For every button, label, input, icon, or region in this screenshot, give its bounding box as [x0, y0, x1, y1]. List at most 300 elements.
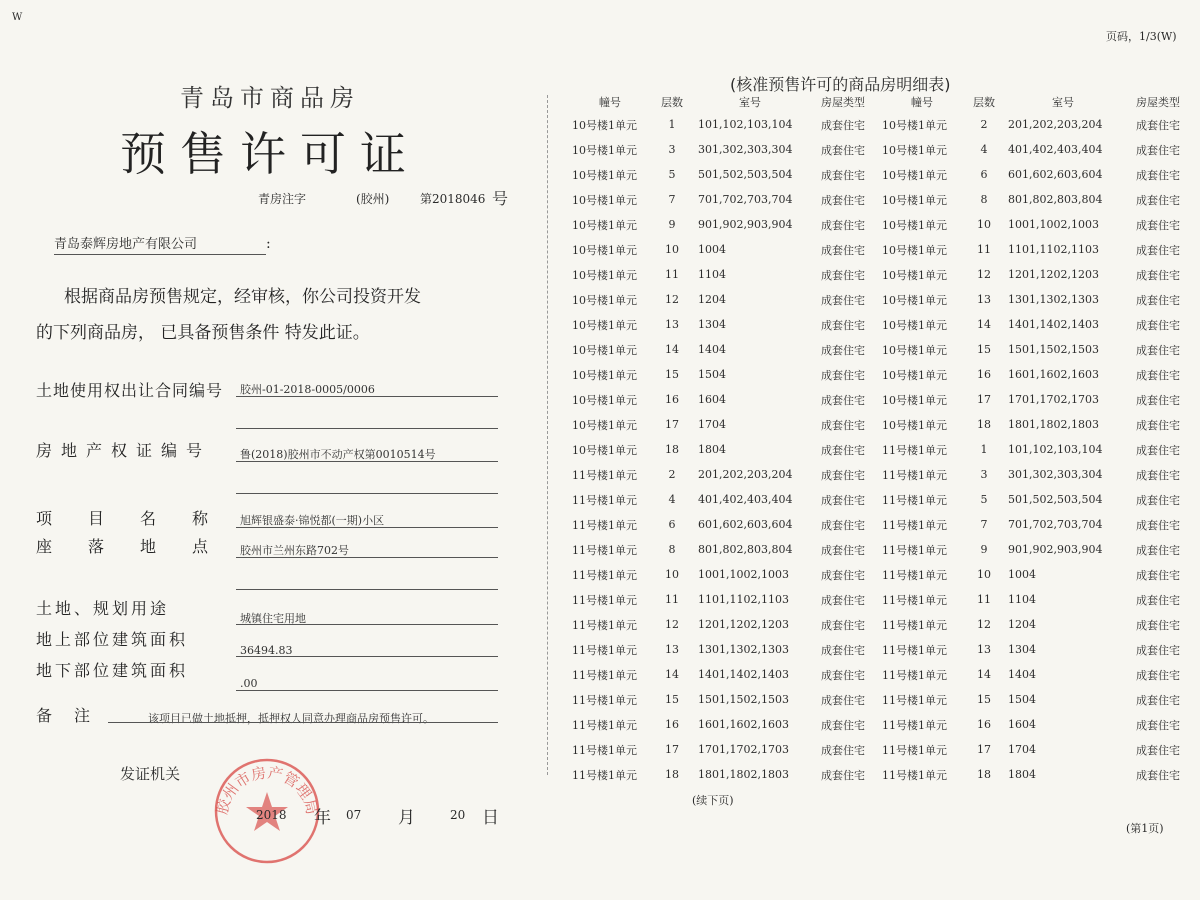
cell-rooms: 1001,1002,1003 — [1008, 218, 1099, 231]
cell-floor: 3 — [668, 143, 676, 156]
cell-house-type: 成套住宅 — [1136, 368, 1180, 382]
cell-house-type: 成套住宅 — [1136, 718, 1180, 732]
cell-rooms: 1404 — [698, 343, 726, 356]
cell-rooms: 901,902,903,904 — [1008, 543, 1103, 556]
table-row — [566, 587, 1190, 612]
cell-house-type: 成套住宅 — [821, 368, 865, 382]
cell-building: 11号楼1单元 — [572, 618, 637, 632]
table-row — [566, 362, 1190, 387]
cell-rooms: 501,502,503,504 — [698, 168, 793, 181]
cell-floor: 18 — [977, 418, 991, 431]
cell-rooms: 1704 — [1008, 743, 1036, 756]
cell-house-type: 成套住宅 — [1136, 468, 1180, 482]
cell-rooms: 1004 — [698, 243, 726, 256]
cell-rooms: 1101,1102,1103 — [698, 593, 789, 606]
cell-house-type: 成套住宅 — [821, 218, 865, 232]
day-label: 日 — [482, 808, 499, 828]
cell-house-type: 成套住宅 — [821, 418, 865, 432]
cell-building: 10号楼1单元 — [882, 268, 947, 282]
column-divider — [547, 95, 548, 775]
header-room: 室号 — [739, 96, 761, 109]
cell-floor: 17 — [977, 393, 991, 406]
cell-floor: 13 — [665, 643, 679, 656]
cell-building: 11号楼1单元 — [572, 518, 637, 532]
field-underline — [236, 557, 498, 558]
cell-building: 10号楼1单元 — [882, 168, 947, 182]
cell-building: 11号楼1单元 — [882, 468, 947, 482]
field-underline — [236, 527, 498, 528]
cell-building: 10号楼1单元 — [572, 168, 637, 182]
table-row — [566, 337, 1190, 362]
project-name-label: 项目名称 — [36, 509, 245, 528]
cell-rooms: 601,602,603,604 — [1008, 168, 1103, 181]
registration-city: (胶州) — [356, 192, 390, 206]
cell-rooms: 1104 — [698, 268, 726, 281]
table-row — [566, 537, 1190, 562]
table-row — [566, 187, 1190, 212]
cell-floor: 2 — [980, 118, 988, 131]
cell-building: 10号楼1单元 — [572, 143, 637, 157]
cell-rooms: 701,702,703,704 — [698, 193, 793, 206]
cell-rooms: 1601,1602,1603 — [1008, 368, 1099, 381]
cell-rooms: 501,502,503,504 — [1008, 493, 1103, 506]
cell-rooms: 1201,1202,1203 — [698, 618, 789, 631]
header-type: 房屋类型 — [821, 96, 865, 109]
table-row — [566, 437, 1190, 462]
header-type: 房屋类型 — [1136, 96, 1180, 109]
cell-floor: 15 — [665, 693, 679, 706]
body-text-line2: 的下列商品房， 已具备预售条件 特发此证。 — [36, 323, 370, 343]
cell-floor: 13 — [665, 318, 679, 331]
cell-floor: 12 — [977, 618, 991, 631]
page-number: (第1页) — [1126, 822, 1164, 835]
cell-floor: 16 — [977, 718, 991, 731]
corner-mark: W — [12, 12, 23, 23]
cell-floor: 15 — [977, 693, 991, 706]
table-row — [566, 387, 1190, 412]
cell-house-type: 成套住宅 — [1136, 193, 1180, 207]
cell-house-type: 成套住宅 — [1136, 218, 1180, 232]
table-row — [566, 637, 1190, 662]
cell-house-type: 成套住宅 — [1136, 493, 1180, 507]
cell-building: 10号楼1单元 — [882, 243, 947, 257]
table-header-row — [566, 92, 1190, 112]
cell-rooms: 701,702,703,704 — [1008, 518, 1103, 531]
registration-suffix: 号 — [492, 189, 509, 208]
table-row — [566, 687, 1190, 712]
cell-house-type: 成套住宅 — [821, 568, 865, 582]
cell-rooms: 201,202,203,204 — [1008, 118, 1103, 131]
location-label: 座落地点 — [36, 537, 245, 556]
cell-building: 10号楼1单元 — [572, 318, 637, 332]
cell-rooms: 1701,1702,1703 — [1008, 393, 1099, 406]
cell-floor: 11 — [665, 593, 679, 606]
table-row — [566, 512, 1190, 537]
cell-floor: 7 — [668, 193, 676, 206]
cell-floor: 5 — [668, 168, 676, 181]
header-floor: 层数 — [661, 96, 683, 109]
cell-building: 11号楼1单元 — [572, 468, 637, 482]
cell-house-type: 成套住宅 — [1136, 693, 1180, 707]
cell-house-type: 成套住宅 — [1136, 568, 1180, 582]
cell-building: 10号楼1单元 — [882, 193, 947, 207]
company-colon: : — [266, 236, 271, 252]
remarks-label: 备注 — [36, 706, 113, 725]
cell-floor: 3 — [980, 468, 988, 481]
table-row — [566, 737, 1190, 762]
cell-floor: 4 — [980, 143, 988, 156]
cell-house-type: 成套住宅 — [821, 143, 865, 157]
body-text-line1: 根据商品房预售规定，经审核，你公司投资开发 — [64, 287, 421, 307]
cell-rooms: 1001,1002,1003 — [698, 568, 789, 581]
header-floor: 层数 — [973, 96, 995, 109]
cell-floor: 16 — [665, 718, 679, 731]
cell-house-type: 成套住宅 — [821, 168, 865, 182]
cell-building: 11号楼1单元 — [572, 568, 637, 582]
table-row — [566, 662, 1190, 687]
cell-building: 10号楼1单元 — [882, 318, 947, 332]
cell-rooms: 301,302,303,304 — [698, 143, 793, 156]
cell-floor: 14 — [977, 668, 991, 681]
cell-floor: 15 — [665, 368, 679, 381]
cell-floor: 8 — [980, 193, 988, 206]
cell-house-type: 成套住宅 — [1136, 668, 1180, 682]
property-cert-label: 房地产权证编号 — [36, 441, 212, 460]
table-row — [566, 612, 1190, 637]
cell-house-type: 成套住宅 — [821, 493, 865, 507]
header-building: 幢号 — [911, 96, 933, 109]
field-underline — [236, 656, 498, 657]
year-label: 年 — [314, 808, 331, 828]
field-underline — [108, 722, 498, 723]
location-value: 胶州市兰州东路702号 — [240, 544, 349, 557]
cell-rooms: 1301,1302,1303 — [698, 643, 789, 656]
cell-building: 11号楼1单元 — [882, 493, 947, 507]
cell-floor: 10 — [665, 568, 679, 581]
cell-rooms: 401,402,403,404 — [1008, 143, 1103, 156]
cell-floor: 7 — [980, 518, 988, 531]
cell-house-type: 成套住宅 — [821, 768, 865, 782]
table-row — [566, 462, 1190, 487]
cell-rooms: 101,102,103,104 — [1008, 443, 1103, 456]
issue-year: 2018 — [256, 808, 287, 822]
property-cert-value: 鲁(2018)胶州市不动产权第0010514号 — [240, 448, 436, 461]
cell-building: 11号楼1单元 — [882, 743, 947, 757]
cell-rooms: 1401,1402,1403 — [698, 668, 789, 681]
cell-floor: 10 — [665, 243, 679, 256]
cell-floor: 13 — [977, 643, 991, 656]
cell-house-type: 成套住宅 — [1136, 118, 1180, 132]
cell-building: 10号楼1单元 — [882, 293, 947, 307]
cell-rooms: 1404 — [1008, 668, 1036, 681]
cell-house-type: 成套住宅 — [1136, 543, 1180, 557]
cell-floor: 17 — [665, 743, 679, 756]
cell-house-type: 成套住宅 — [1136, 318, 1180, 332]
cell-rooms: 1304 — [1008, 643, 1036, 656]
land-use-label: 土地、规划用途 — [36, 599, 170, 618]
cell-floor: 1 — [980, 443, 988, 456]
cell-floor: 1 — [668, 118, 676, 131]
detail-table-title: (核准预售许可的商品房明细表) — [730, 75, 951, 94]
cell-floor: 6 — [668, 518, 676, 531]
certificate-title-line1: 青岛市商品房 — [180, 84, 360, 112]
cell-rooms: 1704 — [698, 418, 726, 431]
cell-building: 11号楼1单元 — [882, 518, 947, 532]
cell-house-type: 成套住宅 — [821, 668, 865, 682]
cell-floor: 11 — [977, 243, 991, 256]
cell-building: 11号楼1单元 — [572, 693, 637, 707]
cell-house-type: 成套住宅 — [1136, 393, 1180, 407]
cell-house-type: 成套住宅 — [821, 718, 865, 732]
page-code: 页码，1/3(W) — [1106, 30, 1177, 43]
cell-building: 10号楼1单元 — [882, 218, 947, 232]
cell-rooms: 201,202,203,204 — [698, 468, 793, 481]
land-contract-label: 土地使用权出让合同编号 — [36, 381, 224, 400]
header-building: 幢号 — [599, 96, 621, 109]
field-underline — [236, 428, 498, 429]
field-underline — [236, 589, 498, 590]
cell-floor: 16 — [665, 393, 679, 406]
cell-rooms: 1204 — [698, 293, 726, 306]
cell-floor: 17 — [665, 418, 679, 431]
cell-rooms: 1504 — [1008, 693, 1036, 706]
cell-building: 11号楼1单元 — [882, 593, 947, 607]
table-row — [566, 212, 1190, 237]
cell-rooms: 1204 — [1008, 618, 1036, 631]
cell-rooms: 1801,1802,1803 — [1008, 418, 1099, 431]
cell-rooms: 1604 — [1008, 718, 1036, 731]
cell-floor: 10 — [977, 568, 991, 581]
cell-floor: 11 — [665, 268, 679, 281]
cell-house-type: 成套住宅 — [821, 343, 865, 357]
cell-building: 10号楼1单元 — [882, 143, 947, 157]
issuing-authority-label: 发证机关 — [120, 765, 181, 783]
cell-house-type: 成套住宅 — [821, 743, 865, 757]
cell-rooms: 1604 — [698, 393, 726, 406]
cell-floor: 10 — [977, 218, 991, 231]
cell-building: 11号楼1单元 — [882, 718, 947, 732]
cell-house-type: 成套住宅 — [1136, 743, 1180, 757]
cell-house-type: 成套住宅 — [1136, 418, 1180, 432]
cell-building: 10号楼1单元 — [572, 293, 637, 307]
cell-building: 10号楼1单元 — [882, 118, 947, 132]
cell-house-type: 成套住宅 — [1136, 268, 1180, 282]
cell-building: 11号楼1单元 — [572, 593, 637, 607]
project-name-value: 旭辉银盛泰·锦悦都(一期)小区 — [240, 514, 385, 527]
cell-rooms: 801,802,803,804 — [1008, 193, 1103, 206]
cell-building: 11号楼1单元 — [572, 543, 637, 557]
table-row — [566, 412, 1190, 437]
cell-house-type: 成套住宅 — [821, 543, 865, 557]
cell-rooms: 601,602,603,604 — [698, 518, 793, 531]
cell-rooms: 1004 — [1008, 568, 1036, 581]
table-row — [566, 137, 1190, 162]
cell-floor: 14 — [665, 668, 679, 681]
cell-house-type: 成套住宅 — [821, 518, 865, 532]
cell-house-type: 成套住宅 — [821, 593, 865, 607]
cell-floor: 12 — [977, 268, 991, 281]
table-row — [566, 237, 1190, 262]
cell-building: 10号楼1单元 — [572, 393, 637, 407]
cell-rooms: 1804 — [698, 443, 726, 456]
cell-building: 10号楼1单元 — [572, 218, 637, 232]
cell-floor: 14 — [665, 343, 679, 356]
table-row — [566, 287, 1190, 312]
cell-building: 10号楼1单元 — [882, 418, 947, 432]
cell-house-type: 成套住宅 — [821, 443, 865, 457]
cell-rooms: 1201,1202,1203 — [1008, 268, 1099, 281]
cell-house-type: 成套住宅 — [1136, 168, 1180, 182]
table-row — [566, 762, 1190, 787]
above-ground-area-value: 36494.83 — [240, 644, 293, 657]
table-row — [566, 487, 1190, 512]
cell-floor: 6 — [980, 168, 988, 181]
cell-floor: 12 — [665, 618, 679, 631]
cell-building: 11号楼1单元 — [572, 768, 637, 782]
cell-floor: 13 — [977, 293, 991, 306]
issue-month: 07 — [346, 808, 362, 822]
cell-building: 11号楼1单元 — [882, 693, 947, 707]
table-row — [566, 112, 1190, 137]
cell-building: 11号楼1单元 — [572, 668, 637, 682]
cell-rooms: 1501,1502,1503 — [1008, 343, 1099, 356]
cell-building: 10号楼1单元 — [882, 368, 947, 382]
certificate-title-line2: 预售许可证 — [120, 127, 420, 181]
cell-house-type: 成套住宅 — [1136, 243, 1180, 257]
cell-building: 11号楼1单元 — [882, 768, 947, 782]
table-row — [566, 162, 1190, 187]
continued-note: (续下页) — [692, 794, 734, 807]
table-row — [566, 312, 1190, 337]
cell-rooms: 1801,1802,1803 — [698, 768, 789, 781]
cell-building: 11号楼1单元 — [572, 743, 637, 757]
cell-house-type: 成套住宅 — [821, 693, 865, 707]
cell-building: 11号楼1单元 — [882, 668, 947, 682]
cell-house-type: 成套住宅 — [821, 243, 865, 257]
cell-house-type: 成套住宅 — [1136, 443, 1180, 457]
cell-house-type: 成套住宅 — [821, 268, 865, 282]
table-row — [566, 262, 1190, 287]
cell-building: 10号楼1单元 — [572, 243, 637, 257]
cell-floor: 15 — [977, 343, 991, 356]
month-label: 月 — [398, 808, 415, 828]
cell-rooms: 301,302,303,304 — [1008, 468, 1103, 481]
cell-floor: 18 — [665, 768, 679, 781]
cell-rooms: 1301,1302,1303 — [1008, 293, 1099, 306]
cell-house-type: 成套住宅 — [1136, 593, 1180, 607]
cell-house-type: 成套住宅 — [821, 193, 865, 207]
cell-building: 10号楼1单元 — [572, 443, 637, 457]
field-underline — [236, 690, 498, 691]
cell-rooms: 1804 — [1008, 768, 1036, 781]
cell-floor: 4 — [668, 493, 676, 506]
issue-day: 20 — [450, 808, 466, 822]
cell-building: 10号楼1单元 — [572, 343, 637, 357]
cell-house-type: 成套住宅 — [821, 468, 865, 482]
cell-house-type: 成套住宅 — [821, 643, 865, 657]
cell-floor: 16 — [977, 368, 991, 381]
cell-rooms: 1504 — [698, 368, 726, 381]
cell-rooms: 401,402,403,404 — [698, 493, 793, 506]
cell-house-type: 成套住宅 — [1136, 618, 1180, 632]
cell-house-type: 成套住宅 — [1136, 518, 1180, 532]
cell-rooms: 1701,1702,1703 — [698, 743, 789, 756]
cell-building: 11号楼1单元 — [572, 718, 637, 732]
field-underline — [236, 493, 498, 494]
cell-floor: 9 — [980, 543, 988, 556]
cell-rooms: 1501,1502,1503 — [698, 693, 789, 706]
land-contract-value: 胶州-01-2018-0005/0006 — [240, 383, 375, 396]
cell-floor: 8 — [668, 543, 676, 556]
cell-building: 10号楼1单元 — [572, 418, 637, 432]
above-ground-area-label: 地上部位建筑面积 — [36, 630, 189, 649]
cell-building: 11号楼1单元 — [572, 643, 637, 657]
cell-floor: 11 — [977, 593, 991, 606]
cell-building: 10号楼1单元 — [572, 368, 637, 382]
below-ground-area-value: .00 — [240, 677, 258, 690]
cell-house-type: 成套住宅 — [1136, 143, 1180, 157]
cell-building: 11号楼1单元 — [572, 493, 637, 507]
cell-rooms: 801,802,803,804 — [698, 543, 793, 556]
cell-rooms: 1104 — [1008, 593, 1036, 606]
cell-floor: 17 — [977, 743, 991, 756]
cell-rooms: 1401,1402,1403 — [1008, 318, 1099, 331]
cell-house-type: 成套住宅 — [1136, 768, 1180, 782]
cell-rooms: 1601,1602,1603 — [698, 718, 789, 731]
field-underline — [236, 396, 498, 397]
registration-number: 第2018046 — [420, 192, 486, 206]
cell-building: 11号楼1单元 — [882, 643, 947, 657]
land-use-value: 城镇住宅用地 — [240, 612, 306, 625]
cell-house-type: 成套住宅 — [1136, 643, 1180, 657]
cell-floor: 12 — [665, 293, 679, 306]
cell-rooms: 101,102,103,104 — [698, 118, 793, 131]
cell-building: 10号楼1单元 — [882, 343, 947, 357]
cell-floor: 9 — [668, 218, 676, 231]
cell-floor: 5 — [980, 493, 988, 506]
cell-building: 10号楼1单元 — [572, 268, 637, 282]
cell-floor: 14 — [977, 318, 991, 331]
cell-building: 10号楼1单元 — [572, 193, 637, 207]
cell-house-type: 成套住宅 — [821, 393, 865, 407]
company-name: 青岛泰辉房地产有限公司 — [54, 233, 266, 255]
cell-floor: 18 — [665, 443, 679, 456]
cell-floor: 2 — [668, 468, 676, 481]
cell-house-type: 成套住宅 — [821, 293, 865, 307]
table-row — [566, 712, 1190, 737]
cell-building: 10号楼1单元 — [882, 393, 947, 407]
below-ground-area-label: 地下部位建筑面积 — [36, 661, 189, 680]
seal-text: 胶州市房产管理局 — [212, 763, 322, 817]
cell-house-type: 成套住宅 — [821, 318, 865, 332]
cell-building: 11号楼1单元 — [882, 543, 947, 557]
unit-detail-table — [566, 92, 1190, 787]
field-underline — [236, 624, 498, 625]
cell-house-type: 成套住宅 — [1136, 343, 1180, 357]
cell-building: 11号楼1单元 — [882, 443, 947, 457]
remarks-value: 该项目已做土地抵押，抵押权人同意办理商品房预售许可。 — [148, 712, 434, 725]
table-row — [566, 562, 1190, 587]
cell-house-type: 成套住宅 — [1136, 293, 1180, 307]
cell-building: 11号楼1单元 — [882, 618, 947, 632]
header-room: 室号 — [1052, 96, 1074, 109]
cell-rooms: 901,902,903,904 — [698, 218, 793, 231]
cell-floor: 18 — [977, 768, 991, 781]
cell-building: 10号楼1单元 — [572, 118, 637, 132]
field-underline — [236, 461, 498, 462]
cell-house-type: 成套住宅 — [821, 118, 865, 132]
cell-rooms: 1304 — [698, 318, 726, 331]
